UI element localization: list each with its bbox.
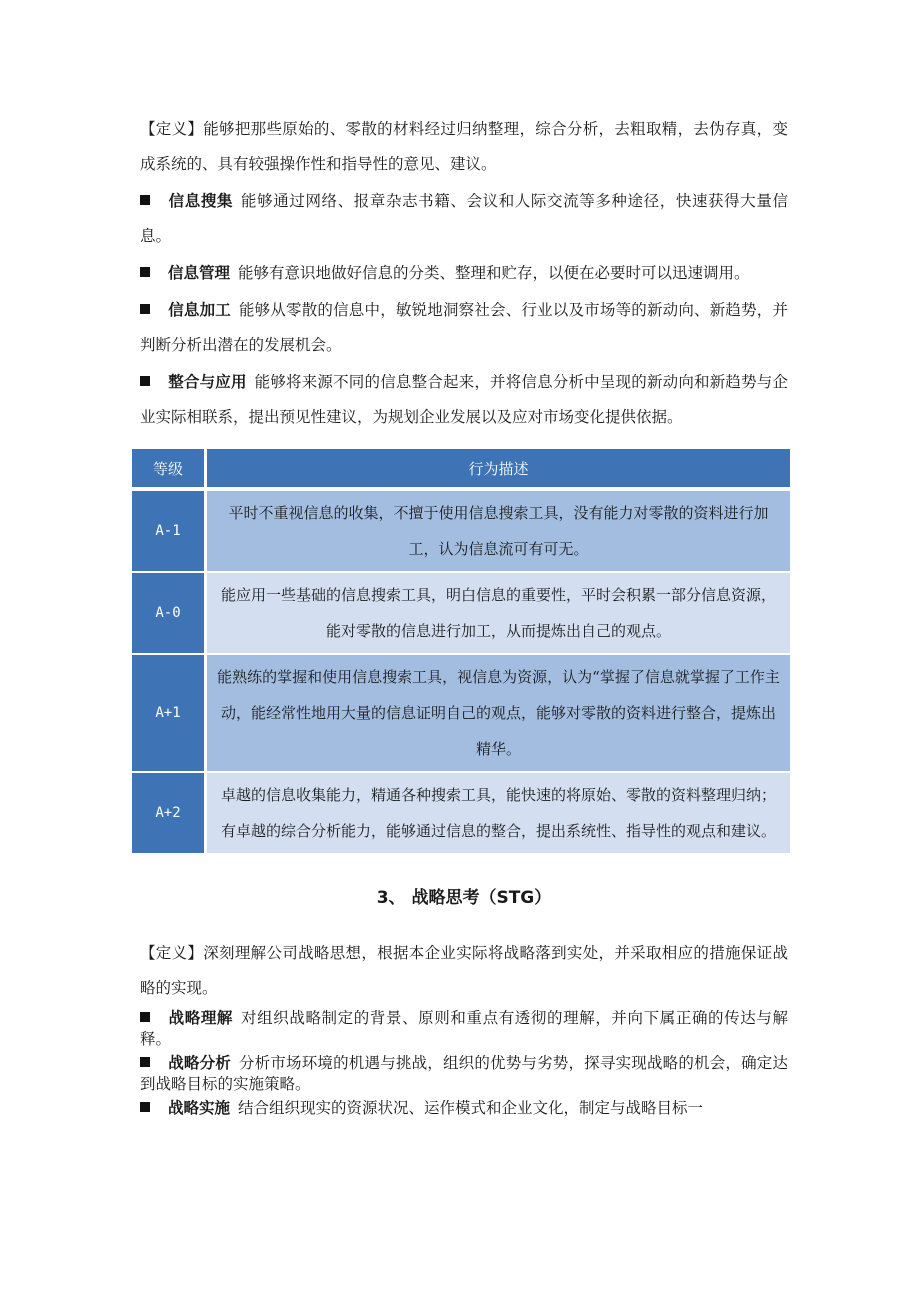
bullet-item <box>140 256 788 291</box>
bullet-term: 整合与应用 <box>168 373 247 391</box>
grade-level: A-1 <box>132 491 207 573</box>
square-bullet-icon <box>140 304 150 314</box>
bullet-term: 信息加工 <box>168 301 231 319</box>
bullet-item <box>140 1008 788 1050</box>
bullet-item <box>140 1053 788 1095</box>
bullet-text: 能够从零散的信息中，敏锐地洞察社会、行业以及市场等的新动向、新趋势，并判断分析出潜在的发展机会。 <box>140 301 788 354</box>
bullet-term: 信息搜集 <box>168 192 234 210</box>
grade-level: A-0 <box>132 573 207 655</box>
section-title: 3、 战略思考（STG） <box>376 888 552 908</box>
bullet-text: 能够通过网络、报章杂志书籍、会议和人际交流等多种途径，快速获得大量信息。 <box>140 192 788 245</box>
table-row <box>132 773 790 855</box>
square-bullet-icon <box>140 376 150 386</box>
bullet-text: 能够将来源不同的信息整合起来，并将信息分析中呈现的新动向和新趋势与企业实际相联系，提出预见性建议，为规划企业发展以及应对市场变化提供依据。 <box>140 373 788 426</box>
bullet-text: 分析市场环境的机遇与挑战，组织的优势与劣势，探寻实现战略的机会，确定达到战略目标的实施策略。 <box>140 1054 788 1093</box>
bullet-term: 信息管理 <box>168 264 231 282</box>
bullet-text: 能够有意识地做好信息的分类、整理和贮存，以便在必要时可以迅速调用。 <box>238 264 750 282</box>
bullet-text: 对组织战略制定的背景、原则和重点有透彻的理解，并向下属正确的传达与解释。 <box>140 1009 788 1048</box>
grade-level: A+1 <box>132 655 207 773</box>
bullet-item <box>140 1098 788 1119</box>
grade-level: A+2 <box>132 773 207 855</box>
header-level: 等级 <box>132 449 207 491</box>
bullet-text: 结合组织现实的资源状况、运作模式和企业文化，制定与战略目标一 <box>238 1099 704 1117</box>
grade-description: 能应用一些基础的信息搜索工具，明白信息的重要性，平时会积累一部分信息资源，能对零散的信息进行加工，从而提炼出自己的观点。 <box>207 573 790 655</box>
bullet-item <box>140 365 788 435</box>
square-bullet-icon <box>140 195 150 205</box>
definition-paragraph: 【定义】深刻理解公司战略思想，根据本企业实际将战略落到实处，并采取相应的措施保证战略的实现。 <box>140 944 788 997</box>
bullet-term: 战略理解 <box>168 1009 234 1027</box>
definition-paragraph: 【定义】能够把那些原始的、零散的材料经过归纳整理，综合分析，去粗取精，去伪存真，变成系统的、具有较强操作性和指导性的意见、建议。 <box>140 120 788 173</box>
table-row <box>132 491 790 573</box>
square-bullet-icon <box>140 267 150 277</box>
square-bullet-icon <box>140 1012 150 1022</box>
bullet-term: 战略实施 <box>168 1099 231 1117</box>
bullet-item <box>140 293 788 363</box>
grade-description: 能熟练的掌握和使用信息搜索工具，视信息为资源，认为“掌握了信息就掌握了工作主动，能经常性地用大量的信息证明自己的观点，能够对零散的资料进行整合，提炼出精华。 <box>207 655 790 773</box>
square-bullet-icon <box>140 1102 150 1112</box>
grade-description: 平时不重视信息的收集，不擅于使用信息搜索工具，没有能力对零散的资料进行加工，认为信息流可有可无。 <box>207 491 790 573</box>
header-description: 行为描述 <box>207 449 790 491</box>
grade-table <box>132 449 790 855</box>
table-header-row <box>132 449 790 491</box>
table-row <box>132 573 790 655</box>
table-row <box>132 655 790 773</box>
bullet-item <box>140 184 788 254</box>
square-bullet-icon <box>140 1057 150 1067</box>
grade-description: 卓越的信息收集能力，精通各种搜索工具，能快速的将原始、零散的资料整理归纳；有卓越的综合分析能力，能够通过信息的整合，提出系统性、指导性的观点和建议。 <box>207 773 790 855</box>
bullet-term: 战略分析 <box>168 1054 231 1072</box>
document-page <box>140 112 788 1122</box>
